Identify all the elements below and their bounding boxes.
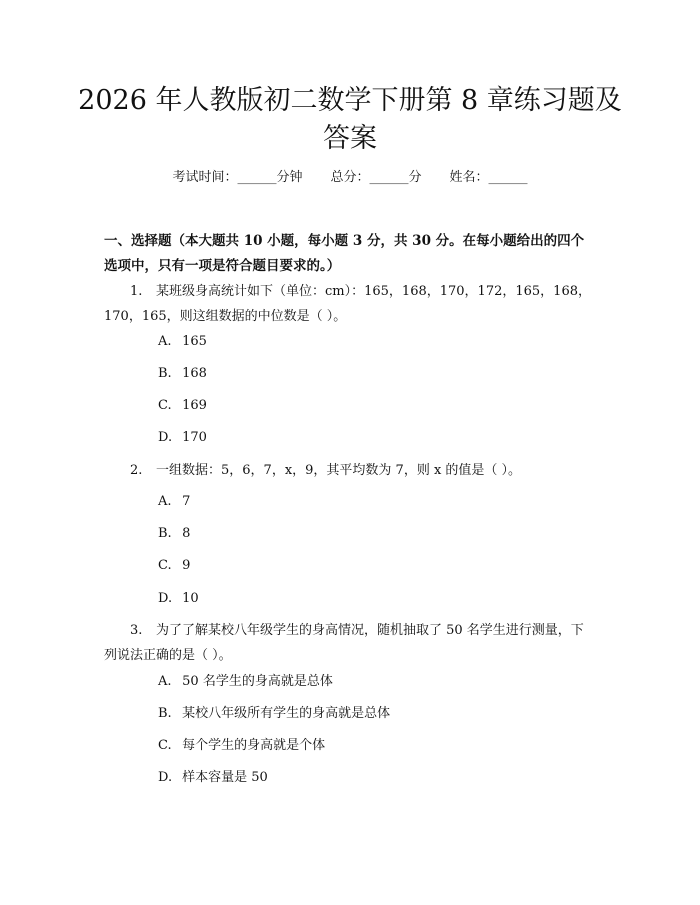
question-1-option-c: C. 169 [158, 398, 207, 413]
question-2-option-c: C. 9 [158, 558, 191, 573]
question-number: 2. [130, 463, 143, 478]
question-1-option-a: A. 165 [158, 334, 207, 349]
question-1 [104, 279, 596, 329]
question-text: 某班级身高统计如下（单位：cm）：165，168，170，172，165，168，170，165，则这组数据的中位数是（ ）。 [104, 284, 591, 324]
question-3-option-d: D. 样本容量是 50 [158, 770, 268, 785]
question-1-option-b: B. 168 [158, 366, 207, 381]
question-3-option-a: A. 50 名学生的身高就是总体 [158, 674, 333, 689]
question-2-option-d: D. 10 [158, 591, 199, 606]
total-score-label: 总分：______分 [330, 170, 422, 185]
question-2 [104, 458, 596, 483]
title-line-2: 答案 [323, 123, 377, 154]
question-text: 为了了解某校八年级学生的身高情况，随机抽取了 50 名学生进行测量，下列说法正确的是（ ）。 [104, 623, 584, 663]
title-line-1: 2026 年人教版初二数学下册第 8 章练习题及 [78, 85, 622, 116]
document-title [60, 82, 640, 158]
question-3-option-c: C. 每个学生的身高就是个体 [158, 738, 326, 753]
question-1-option-d: D. 170 [158, 430, 207, 445]
question-number: 1. [130, 284, 143, 299]
question-text: 一组数据：5，6，7，x，9，其平均数为 7，则 x 的值是（ ）。 [156, 463, 522, 478]
student-name-label: 姓名：______ [449, 170, 528, 185]
section-heading: 一、选择题（本大题共 10 小题，每小题 3 分，共 30 分。在每小题给出的四个选项中，只有一项是符合题目要求的。） [104, 233, 585, 274]
question-2-option-a: A. 7 [158, 494, 191, 509]
question-3-option-b: B. 某校八年级所有学生的身高就是总体 [158, 706, 391, 721]
question-2-option-b: B. 8 [158, 526, 191, 541]
question-3 [104, 618, 596, 668]
exam-time-label: 考试时间：______分钟 [172, 170, 303, 185]
exam-info-line [0, 168, 700, 188]
question-number: 3. [130, 623, 143, 638]
